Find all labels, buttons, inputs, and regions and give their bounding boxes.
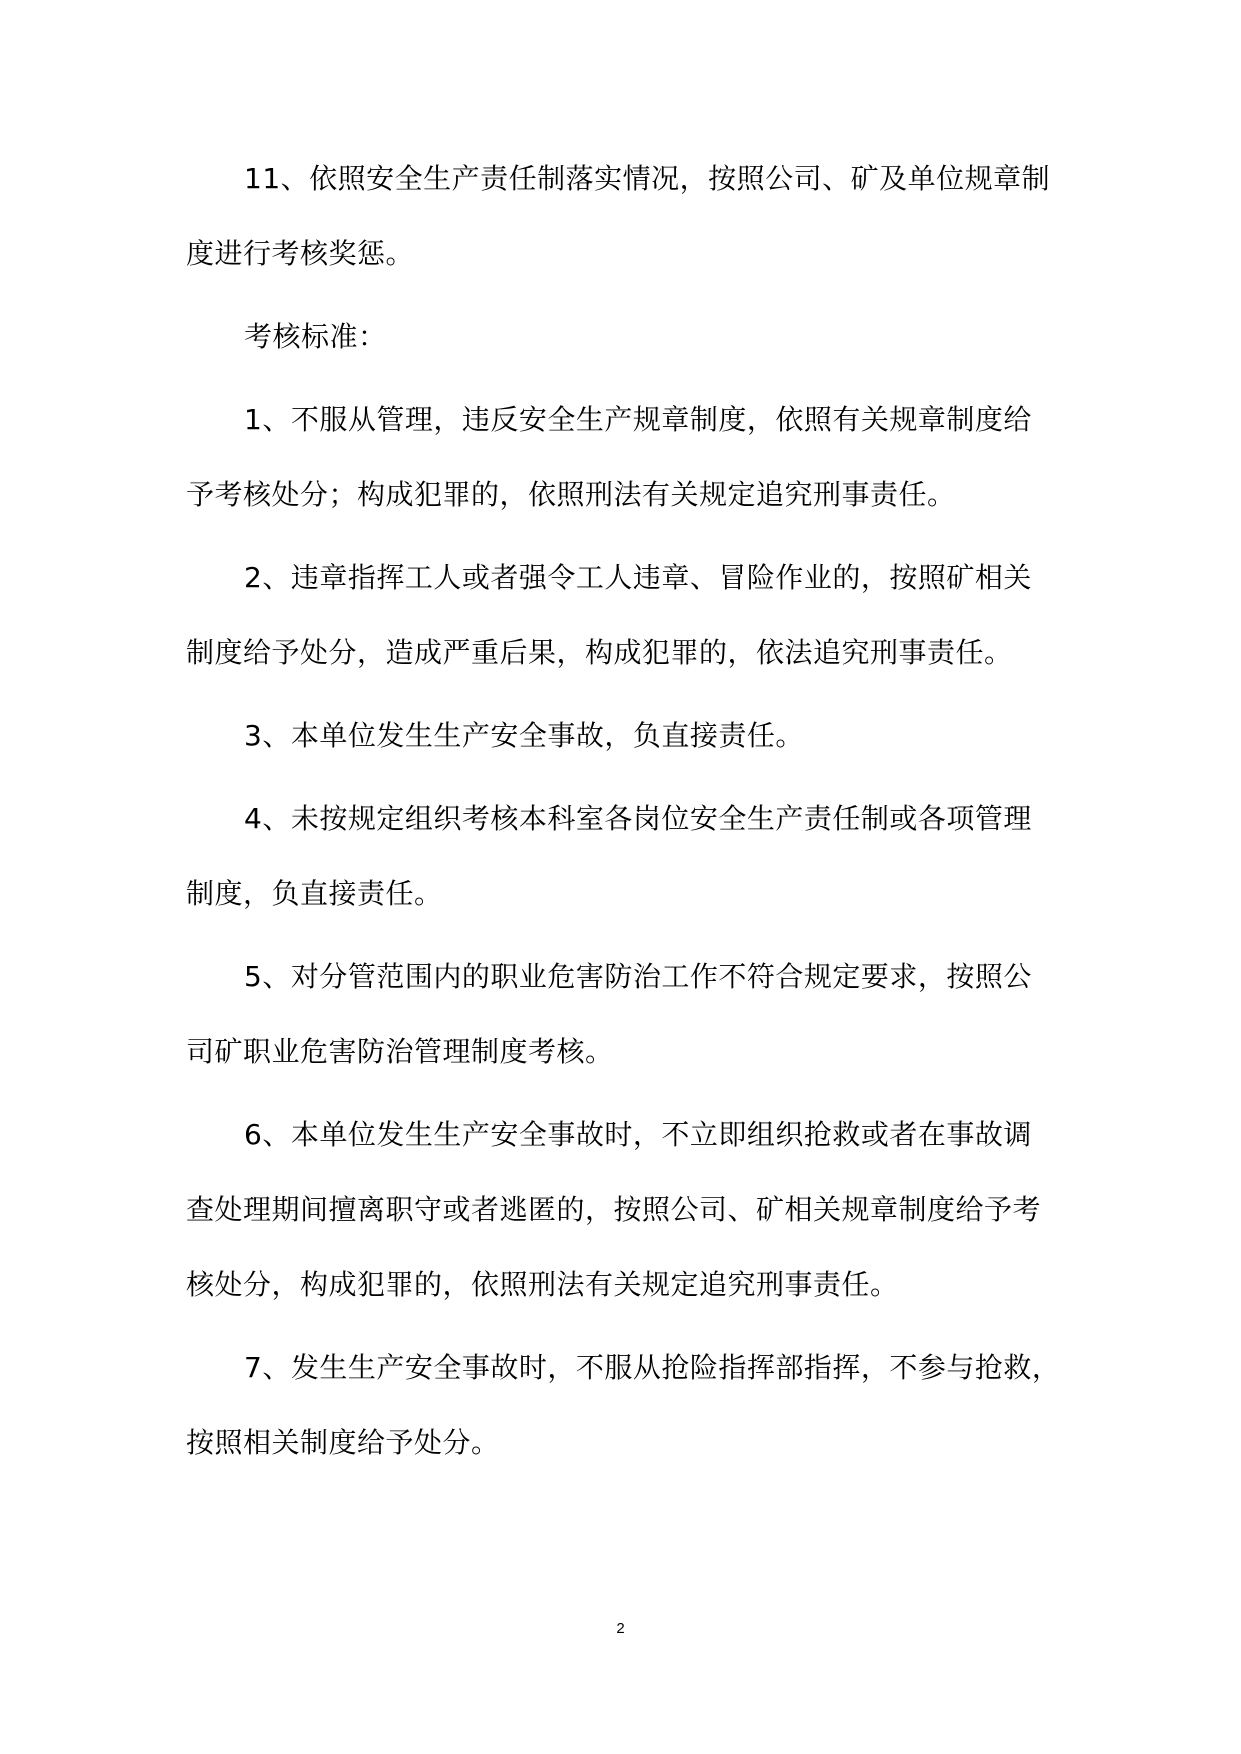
assessment-standard-heading (186, 299, 1050, 374)
paragraph-line: 5、对分管范围内的职业危害防治工作不符合规定要求，按照公 (244, 960, 1032, 993)
paragraph-line: 查处理期间擅离职守或者逃匿的，按照公司、矿相关规章制度给予考 (186, 1193, 1042, 1226)
standard-item-3 (186, 698, 1050, 773)
paragraph-line: 3、本单位发生生产安全事故，负直接责任。 (244, 719, 804, 752)
document-body (186, 141, 1061, 1488)
heading-line: 考核标准： (244, 320, 387, 353)
paragraph-line: 1、不服从管理，违反安全生产规章制度，依照有关规章制度给 (244, 403, 1032, 436)
paragraph-item-11 (186, 141, 1050, 291)
standard-item-1 (186, 382, 1050, 532)
paragraph-line: 2、违章指挥工人或者强令工人违章、冒险作业的，按照矿相关 (244, 561, 1032, 594)
standard-item-7 (186, 1330, 1061, 1480)
paragraph-line: 7、发生生产安全事故时，不服从抢险指挥部指挥，不参与抢救， (244, 1351, 1061, 1384)
paragraph-line: 司矿职业危害防治管理制度考核。 (186, 1035, 614, 1068)
standard-item-2 (186, 540, 1050, 690)
standard-item-5 (186, 939, 1050, 1089)
paragraph-line: 按照相关制度给予处分。 (186, 1426, 500, 1459)
standard-item-4 (186, 781, 1050, 931)
standard-item-6 (186, 1097, 1050, 1322)
paragraph-line: 制度，负直接责任。 (186, 877, 443, 910)
paragraph-line: 6、本单位发生生产安全事故时，不立即组织抢救或者在事故调 (244, 1118, 1032, 1151)
page-number: 2 (616, 1620, 625, 1637)
paragraph-line: 制度给予处分，造成严重后果，构成犯罪的，依法追究刑事责任。 (186, 636, 1013, 669)
paragraph-line: 予考核处分；构成犯罪的，依照刑法有关规定追究刑事责任。 (186, 478, 956, 511)
paragraph-line: 度进行考核奖惩。 (186, 237, 415, 270)
paragraph-line: 4、未按规定组织考核本科室各岗位安全生产责任制或各项管理 (244, 802, 1032, 835)
paragraph-line: 11、依照安全生产责任制落实情况，按照公司、矿及单位规章制 (244, 162, 1051, 195)
paragraph-line: 核处分，构成犯罪的，依照刑法有关规定追究刑事责任。 (186, 1268, 899, 1301)
